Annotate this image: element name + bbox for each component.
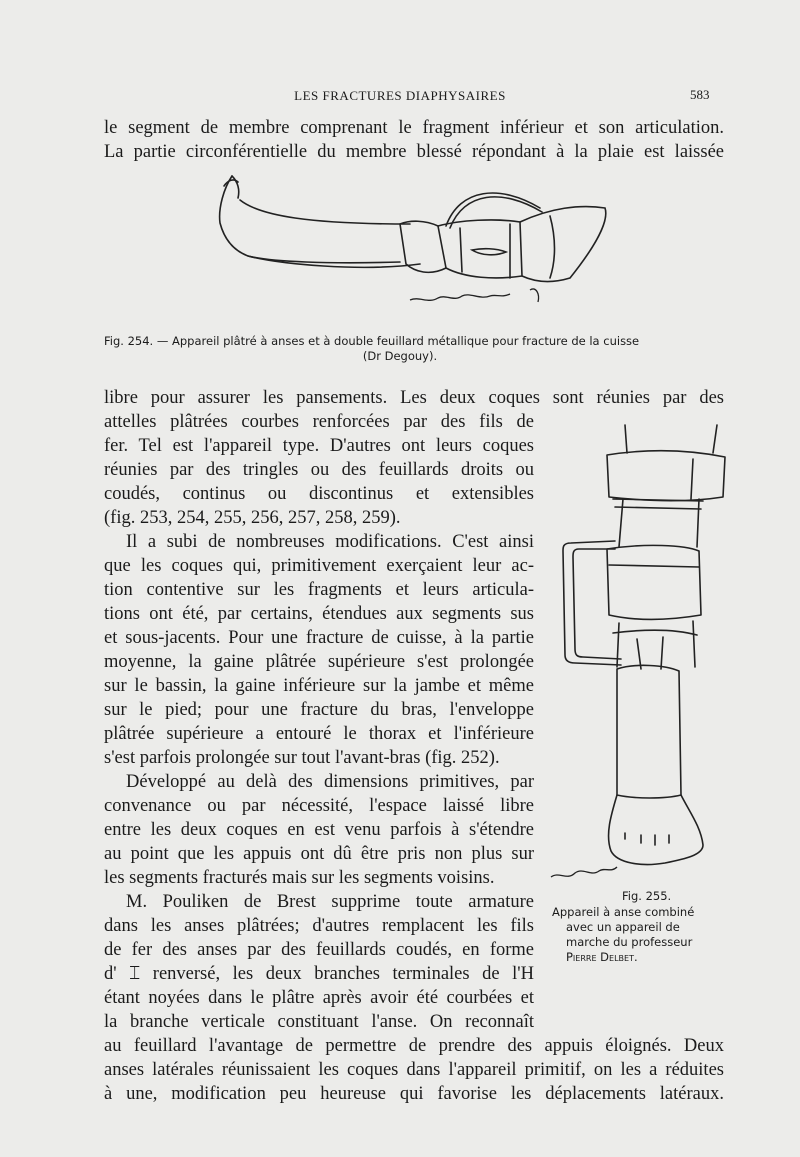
text-line: Développé au delà des dimensions primitives, par	[126, 772, 534, 792]
text-line: que les coques qui, primitivement exerçaient leur ac-	[104, 556, 534, 576]
text-line: convenance ou par nécessité, l'espace laissé libre	[104, 796, 534, 816]
text-line: M. Pouliken de Brest supprime toute armature	[126, 892, 534, 912]
figure-254-leg-illustration	[210, 168, 620, 318]
text-line: sur le bassin, la gaine inférieure sur la jambe et même	[104, 676, 534, 696]
text-line: le segment de membre comprenant le fragment inférieur et son articulation.	[104, 118, 724, 138]
figure-255-caption-line: marche du professeur	[566, 935, 693, 949]
text-line: plâtrée supérieure a entouré le thorax et l'inférieure	[104, 724, 534, 744]
text-line: d' ⌶ renversé, les deux branches terminales de l'H	[104, 964, 534, 984]
text-line: au point que les appuis ont dû être pris non plus sur	[104, 844, 534, 864]
text-line: (fig. 253, 254, 255, 256, 257, 258, 259).	[104, 508, 401, 528]
running-header: LES FRACTURES DIAPHYSAIRES	[294, 88, 506, 103]
text-line: attelles plâtrées courbes renforcées par des fils de	[104, 412, 534, 432]
text-line: anses latérales réunissaient les coques dans l'appareil primitif, on les a réduites	[104, 1060, 724, 1080]
text-line: les segments fracturés mais sur les segments voisins.	[104, 868, 495, 888]
text-line: tions ont été, par certains, étendues aux segments sus	[104, 604, 534, 624]
text-line: la branche verticale constituant l'anse. On reconnaît	[104, 1012, 534, 1032]
text-line: dans les anses plâtrées; d'autres remplacent les fils	[104, 916, 534, 936]
page-number: 583	[690, 87, 710, 102]
text-line: Il a subi de nombreuses modifications. C'est ainsi	[126, 532, 534, 552]
text-line: libre pour assurer les pansements. Les deux coques sont réunies par des	[104, 388, 724, 408]
figure-255-caption-line: Appareil à anse combiné	[552, 905, 695, 919]
text-line: moyenne, la gaine plâtrée supérieure s'est prolongée	[104, 652, 534, 672]
text-line: La partie circonférentielle du membre blessé répondant à la plaie est laissée	[104, 142, 724, 162]
text-line: à une, modification peu heureuse qui favorise les déplacements latéraux.	[104, 1084, 724, 1104]
text-line: tion contentive sur les fragments et leurs articula-	[104, 580, 534, 600]
text-line: étant noyées dans le plâtre après avoir été courbées et	[104, 988, 534, 1008]
figure-254-caption: Fig. 254. — Appareil plâtré à anses et à double feuillard métallique pour fracture de la cuisse	[104, 334, 640, 348]
text-line: s'est parfois prolongée sur tout l'avant-bras (fig. 252).	[104, 748, 500, 768]
text-line: au feuillard l'avantage de permettre de prendre des appuis éloignés. Deux	[104, 1036, 724, 1056]
text-line: et sous-jacents. Pour une fracture de cuisse, à la partie	[104, 628, 534, 648]
figure-255-caption-line: avec un appareil de	[566, 920, 680, 934]
figure-255-caption-author: Pierre Delbet.	[566, 950, 638, 964]
text-line: coudés, continus ou discontinus et extensibles	[104, 484, 534, 504]
figure-255-label: Fig. 255.	[622, 889, 672, 903]
figure-254-caption-credit: (Dr Degouy).	[362, 349, 438, 363]
text-line: fer. Tel est l'appareil type. D'autres ont leurs coques	[104, 436, 534, 456]
figure-255-leg-apparatus-illustration	[545, 415, 745, 895]
text-line: réunies par des tringles ou des feuillards droits ou	[104, 460, 534, 480]
text-line: entre les deux coques en est venu parfois à s'étendre	[104, 820, 534, 840]
text-line: de fer des anses par des feuillards coudés, en forme	[104, 940, 534, 960]
text-line: sur le pied; pour une fracture du bras, l'enveloppe	[104, 700, 534, 720]
